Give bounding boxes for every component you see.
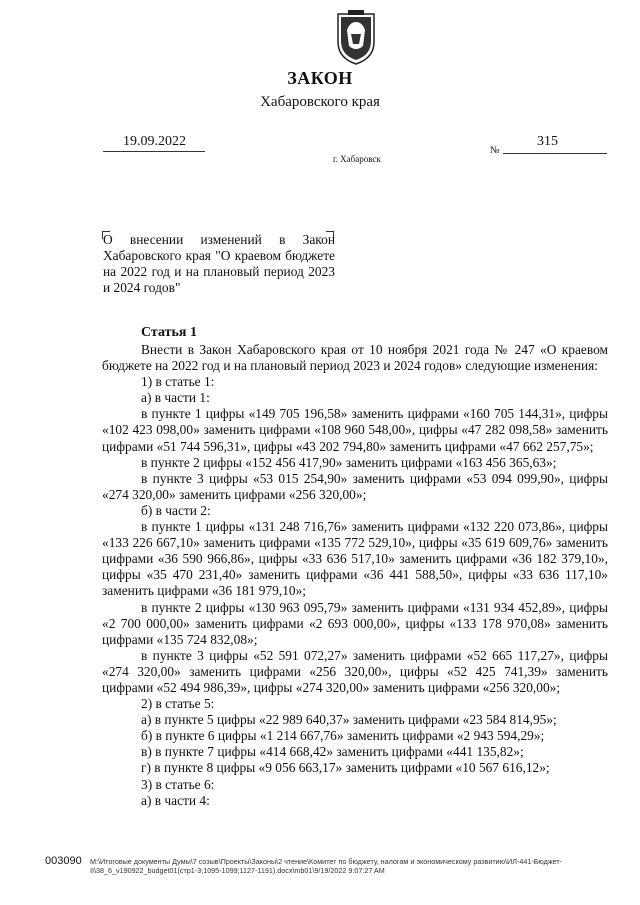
paragraph: а) в части 1: <box>141 390 210 406</box>
article-body <box>102 342 608 809</box>
paragraph: 3) в статье 6: <box>141 776 215 792</box>
document-title: ЗАКОН <box>287 68 353 88</box>
paragraph: в пункте 3 цифры «53 015 254,90» заменить цифрами «53 094 099,90», цифры «274 320,00» заменить цифрами «256 320,00»; <box>102 470 608 502</box>
paragraph: Внести в Закон Хабаровского края от 10 ноября 2021 года № 247 «О краевом бюджете на 2022 год и на плановый период 2023 и 2024 годов» следующие изменения: <box>102 342 608 374</box>
paragraph: в пункте 2 цифры «152 456 417,90» заменить цифрами «163 456 365,63»; <box>141 454 557 470</box>
footer-file-path: M:\Итоговые документы Думы\7 созыв\Проекты\Законы\2 чтение\Комитет по бюджету, налогам и экономическому развитию\ИЛ-441-Бюджет-II\38_6_v190922_budget01(стр1-3;1095-1099;1127-1191).docx\mb01\9/19/2022 9:07:27 AM <box>90 857 563 875</box>
paragraph: б) в части 2: <box>141 502 211 518</box>
number-underline <box>503 153 607 154</box>
paragraph: в пункте 3 цифры «52 591 072,27» заменить цифрами «52 665 117,27», цифры «274 320,00» заменить цифрами «256 320,00», цифры «52 425 741,39» заменить цифрами «52 494 986,39», цифры «274 320,00» заменить цифрами «256 320,00»; <box>102 647 608 695</box>
paragraph: г) в пункте 8 цифры «9 056 663,17» заменить цифрами «10 567 616,12»; <box>141 760 550 776</box>
paragraph: а) в части 4: <box>141 792 210 808</box>
document-subtitle: Хабаровского края <box>260 94 380 110</box>
number-sign: № <box>490 145 500 156</box>
paragraph: в пункте 2 цифры «130 963 095,79» заменить цифрами «131 934 452,89», цифры «2 700 000,00» заменить цифрами «2 693 000,00», цифры «133 178 970,08» заменить цифрами «135 724 832,08»; <box>102 599 608 647</box>
paragraph: 2) в статье 5: <box>141 696 215 712</box>
paragraph: в) в пункте 7 цифры «414 668,42» заменить цифрами «441 135,82»; <box>141 744 524 760</box>
paragraph: а) в пункте 5 цифры «22 989 640,37» заменить цифрами «23 584 814,95»; <box>141 712 557 728</box>
paragraph: в пункте 1 цифры «131 248 716,76» заменить цифрами «132 220 073,86», цифры «133 226 667,10» заменить цифрами «135 772 529,10», цифры «35 619 609,76» заменить цифрами «36 590 966,86», цифры «33 636 517,10» заменить цифрами «36 182 379,10», цифры «35 470 231,40» заменить цифрами «36 441 588,50», цифры «33 636 117,10» заменить цифрами «36 181 979,10»; <box>102 519 608 599</box>
paragraph: б) в пункте 6 цифры «1 214 667,76» заменить цифрами «2 943 594,29»; <box>141 728 545 744</box>
date-underline <box>103 151 205 152</box>
paragraph: в пункте 1 цифры «149 705 196,58» заменить цифрами «160 705 144,31», цифры «102 423 098,00» заменить цифрами «108 960 548,00», цифры «47 282 098,58» заменить цифрами «51 744 596,31», цифры «43 202 794,80» заменить цифрами «47 662 257,75»; <box>102 406 608 454</box>
paragraph: 1) в статье 1: <box>141 374 215 390</box>
city-name: г. Хабаровск <box>333 154 381 164</box>
law-subject-title: О внесении изменений в Закон Хабаровского края "О краевом бюджете на 2022 год и на плановый период 2023 и 2024 годов" <box>103 232 335 295</box>
law-date: 19.09.2022 <box>123 134 186 149</box>
footer-doc-number: 003090 <box>45 855 82 867</box>
coat-of-arms-emblem <box>332 8 380 66</box>
article-heading: Статья 1 <box>141 325 197 340</box>
law-number: 315 <box>537 134 558 149</box>
